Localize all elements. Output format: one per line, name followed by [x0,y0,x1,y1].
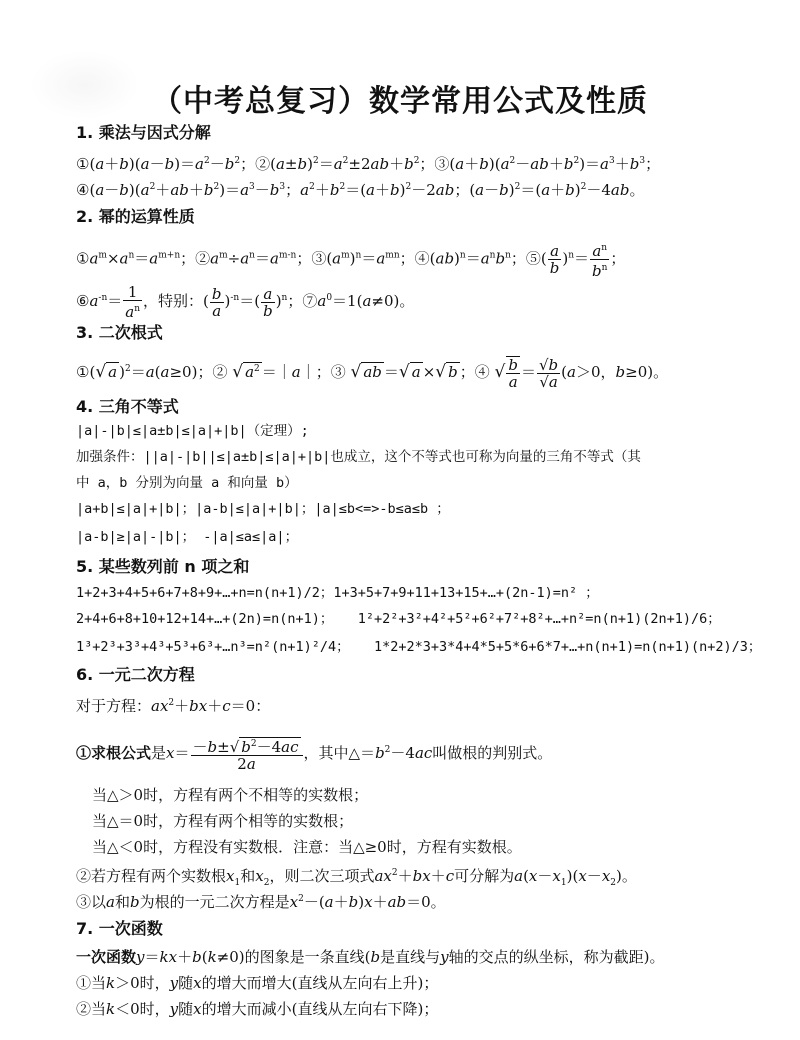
section-5-heading: 5. 某些数列前 n 项之和 [76,557,250,576]
formula-line: $①a^m\times a^n=a^{m+n}$；$②a^m\div a^n=a^{m-n}$；$③(a^m)^n=a^{mn}$；$④(ab)^n=a^nb^n$；⑤( $\frac{a}{b}$ )$^n$＝ $\frac{a^n}{b^n}$ ； [76,242,626,280]
text-line: |a-b|≥|a|-|b|； -|a|≤a≤|a|； [76,529,299,545]
formula-line: $④(a-b)(a^2+ab+b^2)=a^3-b^3$；$a^2+b^2=(a+b)^2-2ab$；$(a-b)^2=(a+b)^2-4ab$。 [76,181,645,199]
section-7-heading: 7. 一次函数 [76,919,163,938]
text-line: 1³+2³+3³+4³+5³+6³+…n³=n²(n+1)²/4； 1*2+2*3+3*4+4*5+5*6+6*7+…+n(n+1)=n(n+1)(n+2)/3； [76,639,762,655]
text-line: 加强条件：||a|-|b||≤|a±b|≤|a|+|b|也成立，这个不等式也可称为向量的三角不等式（其 [76,449,641,465]
page-title: （中考总复习）数学常用公式及性质 [152,84,648,119]
formula-line: $⑥a^{-n}=$ $\frac{1}{a^n}$ ，特别：( $\frac{b}{a}$ )$^{-n}$＝( $\frac{a}{b}$ )$^n$；$⑦a^0=1(a\ne 0)$。 [76,283,415,321]
text-line: |a+b|≤|a|+|b|；|a-b|≤|a|+|b|；|a|≤b<=>-b≤a≤b ； [76,501,450,517]
formula-line: ①求根公式是x＝ $\frac{-b\pm√ b^2-4ac}{2a}$ ，其中$\triangle=b^2-4ac$叫做根的判别式。 [76,738,553,773]
section-6-heading: 6. 一元二次方程 [76,665,195,684]
formula-line: ②当k＜0时，y随x的增大而减小(直线从左向右下降)； [76,1000,439,1018]
formula-line: 一次函数y＝kx＋b(k≠0)的图象是一条直线(b是直线与y轴的交点的纵坐标，称为截距)。 [76,948,665,966]
section-4-heading: 4. 三角不等式 [76,397,179,416]
text-line: 1+2+3+4+5+6+7+8+9+…+n=n(n+1)/2；1+3+5+7+9+11+13+15+…+(2n-1)=n² ； [76,585,599,601]
section-2-heading: 2. 幂的运算性质 [76,207,195,226]
text-line: 当△＜0时，方程没有实数根．注意：当△≥0时，方程有实数根。 [92,838,522,856]
formula-line: $①(a+b)(a-b)=a^2-b^2$；$②(a\pm b)^2=a^2\pm 2ab+b^2$；$③(a+b)(a^2-ab+b^2)=a^3+b^3$； [76,155,661,173]
special-label: 特别： [158,292,204,310]
text-line: 2+4+6+8+10+12+14+…+(2n)=n(n+1)； 1²+2²+3²+4²+5²+6²+7²+8²+…+n²=n(n+1)(2n+1)/6； [76,611,721,627]
formula-line: ②若方程有两个实数根$x_1$和$x_2$，则二次三项式$ax^2+bx+c$可分解为$a(x-x_1)(x-x_2)$。 [76,867,637,888]
formula-line: ③以a和b为根的一元二次方程是$x^2-(a+b)x+ab=0$。 [76,893,446,911]
formula-line: ①(√ a )$^2$＝a(a≥0)；② √ $a^2$ ＝｜a｜；③ √ ab ＝√ a ×√ b ；④ √ $\frac{b}{a}$ ＝ $\frac{√b}{√a}$ (a＞0，b≥0)。 [76,355,669,391]
formula-line: 对于方程：$ax^2+bx+c=0$： [76,697,271,715]
text-line: 当△＝0时，方程有两个相等的实数根； [92,812,354,830]
section-3-heading: 3. 二次根式 [76,323,163,342]
text-line: 中 a，b 分别为向量 a 和向量 b） [76,475,298,491]
text-line: 当△＞0时，方程有两个不相等的实数根； [92,786,369,804]
formula-line: ①当k＞0时，y随x的增大而增大(直线从左向右上升)； [76,974,439,992]
text-line: |a|-|b|≤|a±b|≤|a|+|b|（定理）; [76,423,309,439]
section-1-heading: 1. 乘法与因式分解 [76,123,211,142]
